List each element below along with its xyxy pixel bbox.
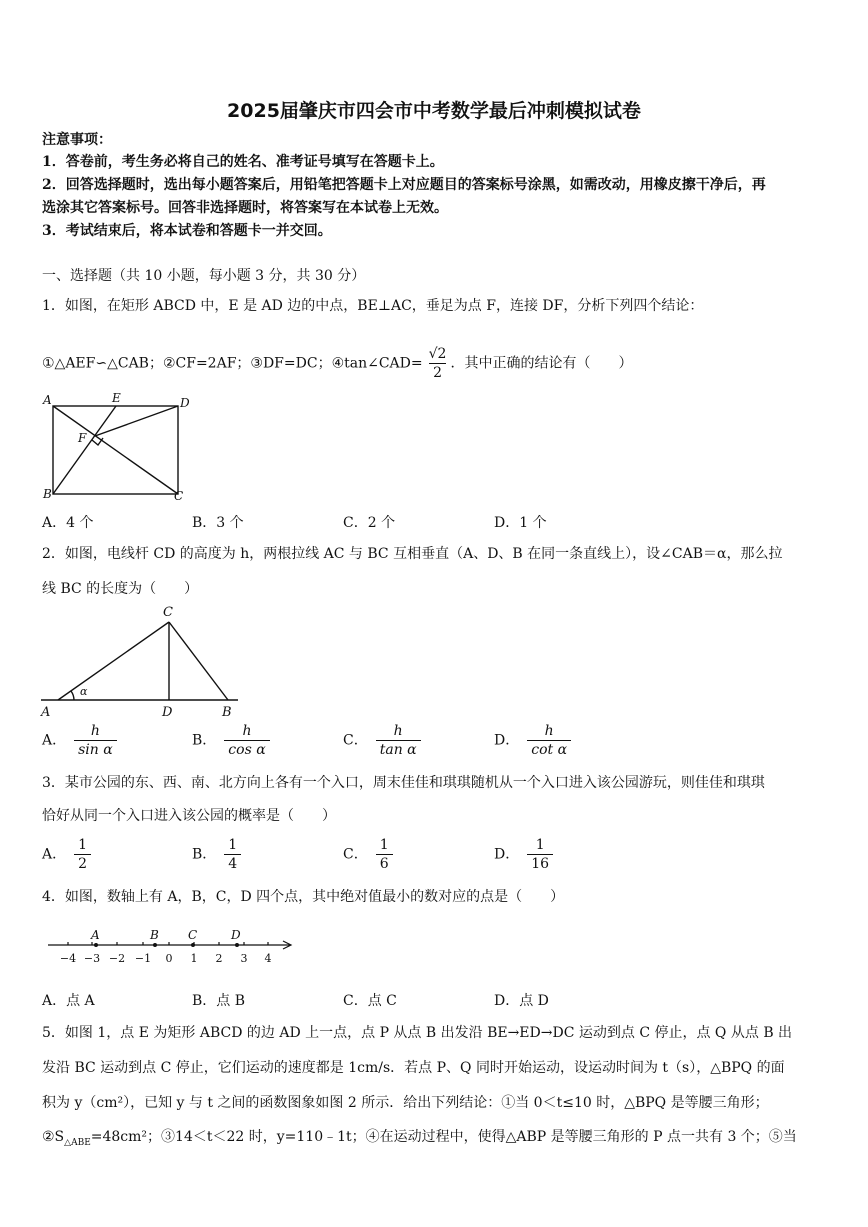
point-D: D (231, 928, 241, 942)
q3-stem: 3．某市公园的东、西、南、北方向上各有一个入口，周末佳佳和琪琪随机从一个入口进入该公园游玩，则佳佳和琪琪 (42, 775, 765, 791)
q1-conclusions (42, 345, 632, 382)
note-item: 选涂其它答案标号。回答非选择题时，将答案写在本试卷上无效。 (42, 200, 448, 216)
tick-label: 3 (240, 952, 248, 965)
fraction: $\frac{1}{16}$ (527, 836, 553, 873)
label-B: B (43, 487, 52, 501)
note-item: 3．考试结束后，将本试卷和答题卡一并交回。 (42, 223, 332, 239)
q3-option-a: A． $\frac{1}{2}$ (42, 836, 91, 873)
q1-conclusions-tail: ．其中正确的结论有（ ） (450, 355, 633, 372)
tick-label: 4 (264, 952, 272, 965)
q2-option-a: A． $\frac{h}{\text{sin α}}$ (42, 722, 117, 759)
q4-option-d: D．点 D (494, 993, 549, 1009)
q1-option-d: D．1 个 (494, 515, 547, 531)
label-C: C (163, 605, 173, 620)
q3-option-d: D． $\frac{1}{16}$ (494, 836, 553, 873)
q2-option-b: B． $\frac{h}{\text{cos α}}$ (192, 722, 270, 759)
label-A: A (43, 393, 52, 407)
q2-stem: 2．如图，电线杆 CD 的高度为 h，两根拉线 AC 与 BC 互相垂直（A、D、B 在同一条直线上），设∠CAB＝α，那么拉 (42, 546, 783, 562)
section-heading: 一、选择题（共 10 小题，每小题 3 分，共 30 分） (42, 268, 366, 284)
q1-option-c: C．2 个 (343, 515, 396, 531)
q4-option-b: B．点 B (192, 993, 246, 1009)
fraction: $\frac{h}{\text{cot α}}$ (527, 722, 571, 759)
q2-stem-cont: 线 BC 的长度为（ ） (42, 581, 199, 597)
tick-label: −3 (83, 952, 101, 965)
fraction: $\frac{h}{\text{sin α}}$ (74, 722, 117, 759)
label-alpha: α (80, 685, 88, 698)
point-A: A (91, 928, 100, 942)
label-D: D (162, 705, 173, 720)
label-E: E (112, 391, 121, 405)
label-D: D (180, 396, 190, 410)
q1-figure (38, 390, 198, 505)
q4-option-c: C．点 C (343, 993, 397, 1009)
label-B: B (222, 705, 232, 720)
fraction: $\frac{√2}{2}$ (428, 346, 447, 381)
tick-label: 0 (165, 952, 173, 965)
point-C: C (188, 928, 198, 942)
tick-label: −2 (108, 952, 126, 965)
number-line (40, 925, 300, 967)
note-item: 2．回答选择题时，选出每小题答案后，用铅笔把答题卡上对应题目的答案标号涂黑，如需改动，用橡皮擦干净后，再 (42, 177, 766, 193)
q3-option-c: C． $\frac{1}{6}$ (343, 836, 393, 873)
tick-label: 1 (190, 952, 198, 965)
q5-stem-cont: $②S_{\triangle ABE}=48cm^2$；③14＜t＜22 时，y=110﹣1t；④在运动过程中，使得△ABP 是等腰三角形的 P 点一共有 3 个；⑤当 (42, 1129, 797, 1148)
q1-conclusions-text: ①△AEF∽△CAB；②CF=2AF；③DF=DC；④tan∠CAD= (42, 355, 423, 372)
q1-stem: 1．如图，在矩形 ABCD 中，E 是 AD 边的中点，BE⊥AC，垂足为点 F，连接 DF，分析下列四个结论： (42, 298, 704, 314)
q2-option-d: D． $\frac{h}{\text{cot α}}$ (494, 722, 571, 759)
note-item: 1．答卷前，考生务必将自己的姓名、准考证号填写在答题卡上。 (42, 154, 444, 170)
q4-option-a: A．点 A (42, 993, 95, 1009)
tick-label: 2 (215, 952, 223, 965)
label-C: C (174, 489, 184, 503)
q3-option-b: B． $\frac{1}{4}$ (192, 836, 241, 873)
q5-stem-cont: 积为 y（cm²），已知 y 与 t 之间的函数图象如图 2 所示．给出下列结论：①当 0＜t≤10 时，△BPQ 是等腰三角形； (42, 1095, 769, 1111)
tick-label: −1 (134, 952, 152, 965)
label-A: A (41, 705, 51, 720)
label-F: F (78, 431, 87, 445)
notes-heading: 注意事项： (42, 132, 112, 148)
q2-figure (38, 602, 243, 722)
fraction: $\frac{1}{4}$ (224, 836, 241, 873)
fraction: $\frac{h}{\text{cos α}}$ (224, 722, 269, 759)
fraction: $\frac{h}{\text{tan α}}$ (376, 722, 421, 759)
q5-stem-cont: 发沿 BC 运动到点 C 停止，它们运动的速度都是 1cm/s．若点 P、Q 同时开始运动，设运动时间为 t（s），△BPQ 的面 (42, 1060, 785, 1076)
page-title: 2025届肇庆市四会市中考数学最后冲刺模拟试卷 (227, 100, 641, 122)
q3-stem-cont: 恰好从同一个入口进入该公园的概率是（ ） (42, 808, 336, 824)
q2-option-c: C． $\frac{h}{\text{tan α}}$ (343, 722, 421, 759)
fraction: $\frac{1}{2}$ (74, 836, 91, 873)
point-B: B (150, 928, 159, 942)
q1-option-a: A．4 个 (42, 515, 94, 531)
tick-label: −4 (59, 952, 77, 965)
fraction: $\frac{1}{6}$ (376, 836, 393, 873)
q5-stem: 5．如图 1，点 E 为矩形 ABCD 的边 AD 上一点，点 P 从点 B 出发沿 BE→ED→DC 运动到点 C 停止，点 Q 从点 B 出 (42, 1025, 793, 1041)
q1-option-b: B．3 个 (192, 515, 244, 531)
q4-stem: 4．如图，数轴上有 A，B，C，D 四个点，其中绝对值最小的数对应的点是（ ） (42, 889, 565, 905)
